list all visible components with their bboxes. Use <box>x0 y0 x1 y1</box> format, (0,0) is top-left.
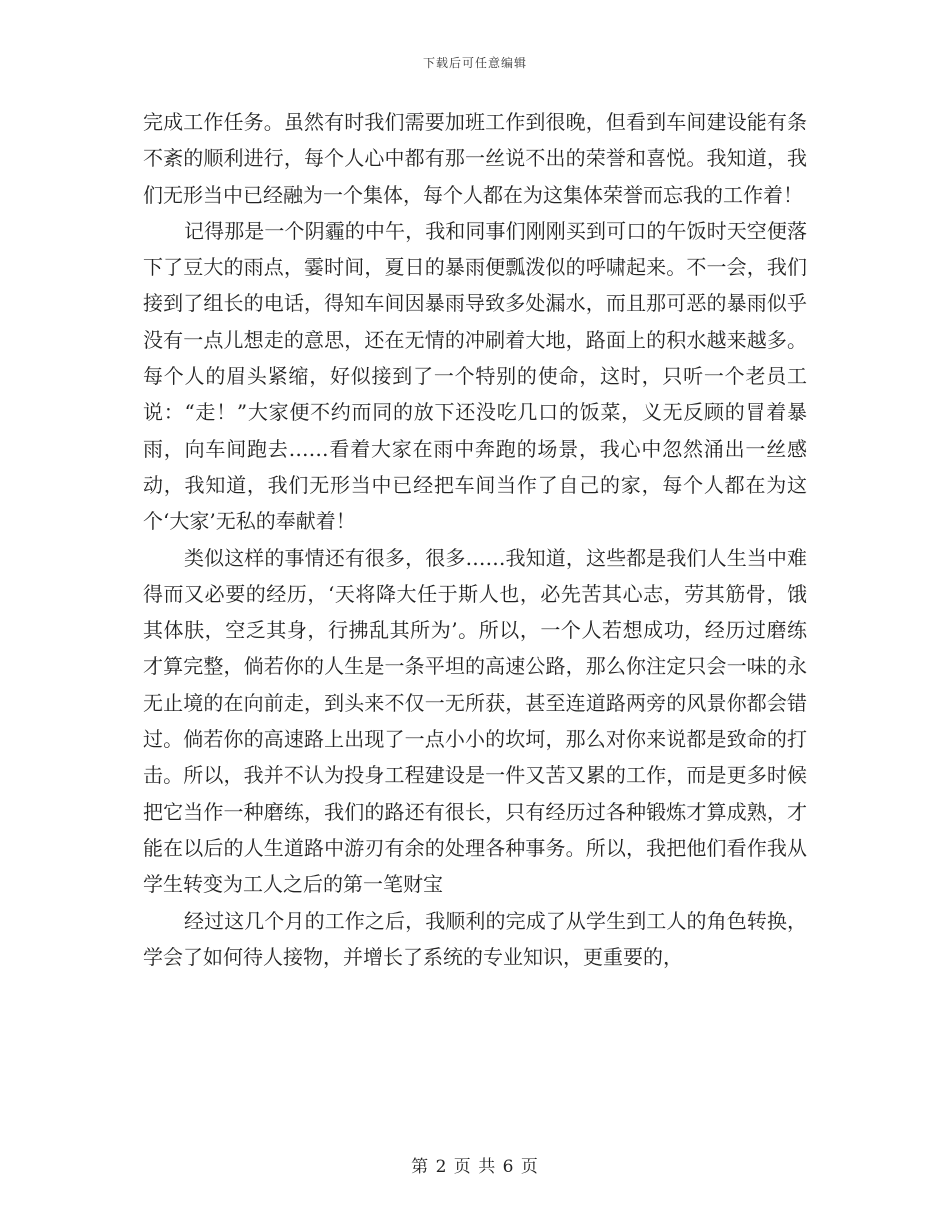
page-number-footer: 第 2 页 共 6 页 <box>411 1157 539 1177</box>
paragraph-1: 完成工作任务。虽然有时我们需要加班工作到很晚，但看到车间建设能有条不紊的顺利进行，每个人心中都有那一丝说不出的荣誉和喜悦。我知道，我们无形当中已经融为一个集体，每个人都在为这集体荣誉而忘我的工作着！ <box>143 110 807 207</box>
page-header: 下载后可任意编辑 <box>422 56 527 70</box>
paragraph-3: 类似这样的事情还有很多，很多……我知道，这些都是我们人生当中难得而又必要的经历，‘天将降大任于斯人也，必先苦其心志，劳其筋骨，饿其体肤，空乏其身，行拂乱其所为’。所以，一个人若想成功，经历过磨练才算完整，倘若你的人生是一条平坦的高速公路，那么你注定只会一味的永无止境的在向前走，到头来不仅一无所获，甚至连道路两旁的风景你都会错过。倘若你的高速路上出现了一点小小的坎坷，那么对你来说都是致命的打击。所以，我并不认为投身工程建设是一件又苦又累的工作，而是更多时候把它当作一种磨练，我们的路还有很长，只有经历过各种锻炼才算成熟，才能在以后的人生道路中游刃有余的处理各种事务。所以，我把他们看作我从学生转变为工人之后的第一笔财宝 <box>143 545 807 897</box>
paragraph-2: 记得那是一个阴霾的中午，我和同事们刚刚买到可口的午饭时天空便落下了豆大的雨点，霎时间，夏日的暴雨便瓢泼似的呼啸起来。不一会，我们接到了组长的电话，得知车间因暴雨导致多处漏水，而且那可恶的暴雨似乎没有一点儿想走的意思，还在无情的冲刷着大地，路面上的积水越来越多。每个人的眉头紧缩，好似接到了一个特别的使命，这时，只听一个老员工说：“走！”大家便不约而同的放下还没吃几口的饭菜，义无反顾的冒着暴雨，向车间跑去……看着大家在雨中奔跑的场景，我心中忽然涌出一丝感动，我知道，我们无形当中已经把车间当作了自己的家，每个人都在为这个‘大家’无私的奉献着！ <box>143 218 807 534</box>
document-body <box>143 104 807 975</box>
paragraph-4: 经过这几个月的工作之后，我顺利的完成了从学生到工人的角色转换，学会了如何待人接物，并增长了系统的专业知识，更重要的， <box>143 908 807 969</box>
